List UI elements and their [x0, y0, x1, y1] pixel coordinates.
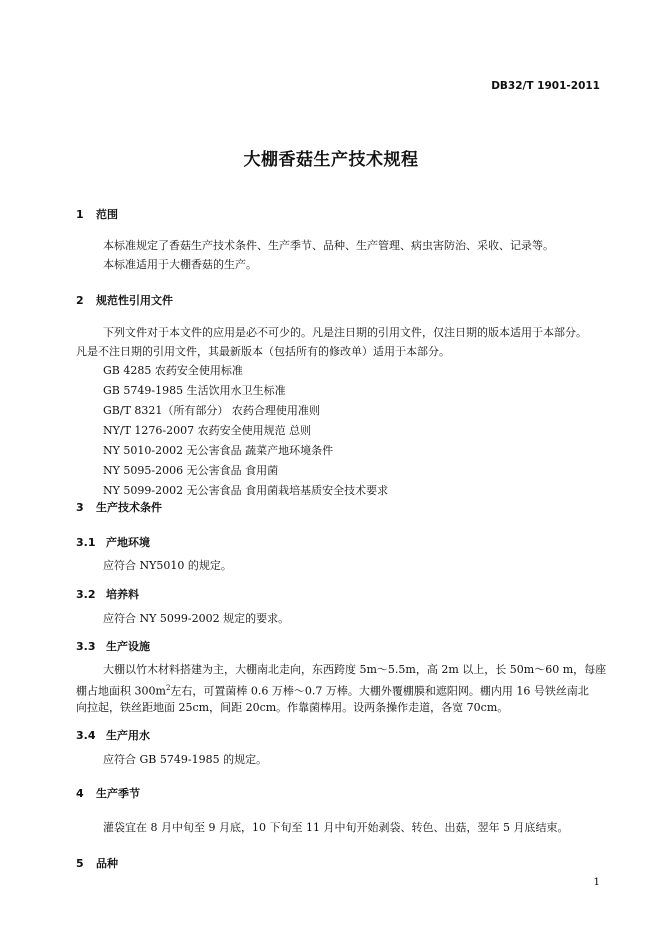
reference-item: GB/T 8321（所有部分） 农药合理使用准则 [103, 404, 320, 417]
reference-item: NY/T 1276-2007 农药安全使用规范 总则 [103, 424, 312, 437]
subsection-number: 3.3 [76, 640, 96, 653]
section-3-1-heading [76, 534, 150, 550]
section-title: 生产技术条件 [96, 501, 162, 514]
section-1-heading [76, 206, 118, 222]
section-2-heading [76, 292, 173, 308]
reference-item: GB 4285 农药安全使用标准 [103, 364, 243, 377]
reference-item: NY 5099-2002 无公害食品 食用菌栽培基质安全技术要求 [103, 484, 389, 497]
subsection-title: 生产用水 [106, 729, 150, 742]
section-title: 生产季节 [96, 787, 140, 800]
subsection-title: 生产设施 [106, 640, 150, 653]
subsection-title: 产地环境 [106, 536, 150, 549]
reference-item: NY 5095-2006 无公害食品 食用菌 [103, 464, 279, 477]
section-3-3-line-1: 大棚以竹木材料搭建为主，大棚南北走向，东西跨度 5m～5.5m，高 2m 以上，长 50m～60 m，每座 [103, 663, 607, 676]
section-title: 规范性引用文件 [96, 294, 173, 307]
section-3-4-text: 应符合 GB 5749-1985 的规定。 [103, 753, 268, 766]
section-title: 品种 [96, 857, 118, 870]
superscript: 2 [165, 684, 171, 692]
section-3-heading [76, 499, 162, 515]
section-2-paragraph-line-1: 下列文件对于本文件的应用是必不可少的。凡是注日期的引用文件，仅注日期的版本适用于本部分。 [103, 326, 587, 339]
subsection-title: 培养料 [106, 588, 139, 601]
subsection-number: 3.1 [76, 536, 96, 549]
section-number: 3 [76, 501, 84, 514]
reference-item: NY 5010-2002 无公害食品 蔬菜产地环境条件 [103, 444, 334, 457]
section-3-3-heading [76, 638, 150, 654]
page-number: 1 [593, 876, 600, 888]
subsection-number: 3.4 [76, 729, 96, 742]
area-text-continued: 左右，可置菌棒 0.6 万棒～0.7 万棒。大棚外覆棚膜和遮阳网。棚内用 16 号铁丝南北 [170, 684, 589, 698]
reference-item: GB 5749-1985 生活饮用水卫生标准 [103, 384, 286, 397]
section-title: 范围 [96, 208, 118, 221]
standard-code: DB32/T 1901-2011 [491, 80, 600, 92]
section-2-paragraph-line-2: 凡是不注日期的引用文件，其最新版本（包括所有的修改单）适用于本部分。 [76, 345, 450, 358]
section-3-2-heading [76, 586, 139, 602]
section-number: 1 [76, 208, 84, 221]
section-1-paragraph-2: 本标准适用于大棚香菇的生产。 [103, 258, 257, 271]
section-number: 5 [76, 857, 84, 870]
area-text: 棚占地面积 300m [76, 684, 166, 698]
section-3-4-heading [76, 727, 150, 743]
section-5-heading [76, 855, 118, 871]
section-number: 2 [76, 294, 84, 307]
section-4-heading [76, 785, 140, 801]
section-3-3-line-3: 向拉起，铁丝距地面 25cm，间距 20cm。作靠菌棒用。设两条操作走道，各宽 70cm。 [76, 701, 509, 714]
section-number: 4 [76, 787, 84, 800]
section-3-2-text: 应符合 NY 5099-2002 规定的要求。 [103, 612, 290, 625]
section-1-paragraph-1: 本标准规定了香菇生产技术条件、生产季节、品种、生产管理、病虫害防治、采收、记录等。 [103, 239, 554, 252]
document-title: 大棚香菇生产技术规程 [243, 150, 419, 170]
subsection-number: 3.2 [76, 588, 96, 601]
section-3-1-text: 应符合 NY5010 的规定。 [103, 559, 232, 572]
section-4-text: 灌袋宜在 8 月中旬至 9 月底，10 下旬至 11 月中旬开始剥袋、转色、出菇，翌年 5 月底结束。 [103, 821, 569, 834]
